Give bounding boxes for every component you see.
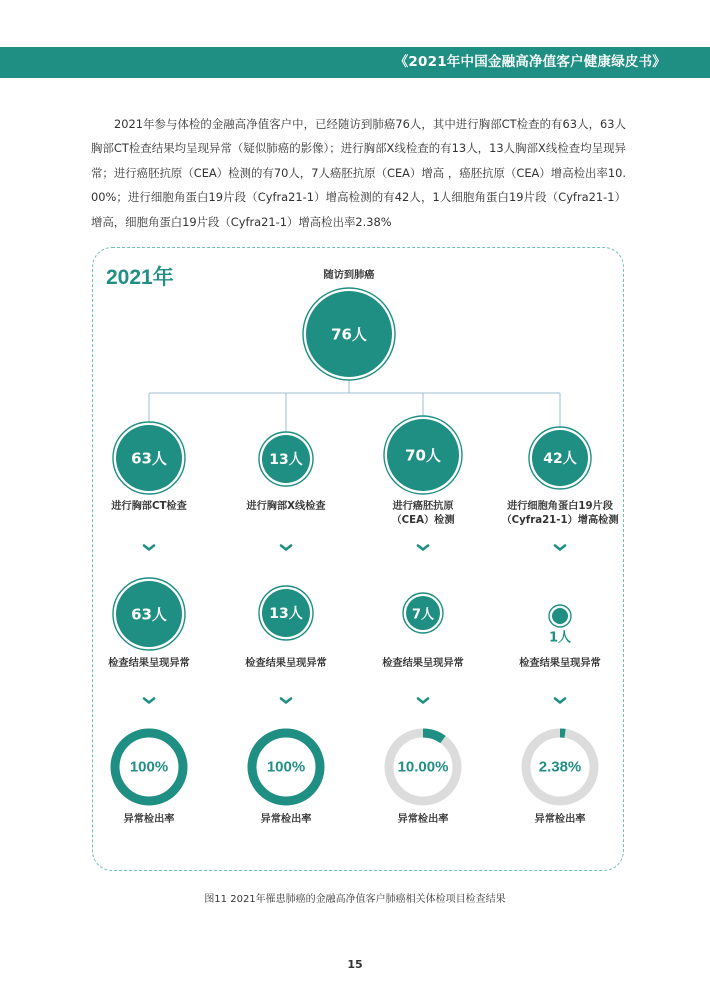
page-number: 15 (347, 958, 363, 971)
root-label: 随访到肺癌 (323, 270, 375, 281)
rate-value: 100% (129, 758, 169, 776)
rate-label: 异常检出率 (397, 814, 449, 825)
abnormal-label: 检查结果呈现异常 (519, 658, 601, 669)
tested-label-line2: （Cyfra21-1）增高检测 (501, 515, 619, 526)
document-title: 《2021年中国金融高净值客户健康绿皮书》 (394, 54, 666, 70)
abnormal-bubble (552, 608, 568, 624)
rate-label: 异常检出率 (534, 814, 586, 825)
tested-label: 进行胸部X线检查 (246, 501, 326, 512)
chevron-down-icon (279, 544, 293, 552)
chevron-down-icon (416, 544, 430, 552)
figure-year-label: 2021年 (106, 266, 174, 289)
tested-value: 70人 (405, 446, 441, 465)
abnormal-label: 检查结果呈现异常 (108, 658, 190, 669)
chevron-down-icon (142, 697, 156, 705)
abnormal-value: 63人 (131, 605, 167, 624)
ring-layer (115, 733, 594, 801)
abnormal-label: 检查结果呈现异常 (382, 658, 464, 669)
chevron-down-icon (279, 697, 293, 705)
figure-caption: 图11 2021年罹患肺癌的金融高净值客户肺癌相关体检项目检查结果 (204, 894, 506, 905)
chevron-down-icon (553, 697, 567, 705)
tested-label: 进行胸部CT检查 (111, 501, 187, 512)
tested-value: 42人 (543, 451, 577, 467)
tested-value: 63人 (131, 449, 167, 468)
root-value: 76人 (331, 325, 367, 344)
abnormal-label: 检查结果呈现异常 (245, 658, 327, 669)
intro-text: 2021年参与体检的金融高净值客户中，已经随访到肺癌76人，其中进行胸部CT检查的有63人，63人胸部CT检查结果均呈现异常（疑似肺癌的影像）；进行胸部X线检查的有13人，13人胸部X线检查均呈现异常；进行癌胚抗原（CEA）检测的有70人，7人癌胚抗原（CEA）增高 ，癌胚抗原（CEA）增高检出率10.00%；进行细胞角蛋白19片段（Cyfra21-1）增高检测的有42人，1人细胞角蛋白19片段（Cyfra21-1）增高，细胞角蛋白19片段（Cyfra21-1）增高检出率2.38% (91, 117, 626, 229)
rate-value: 2.38% (538, 758, 582, 776)
rate-value: 100% (266, 758, 306, 776)
chevron-down-icon (142, 544, 156, 552)
abnormal-value: 1人 (548, 630, 572, 646)
tested-value: 13人 (269, 452, 303, 468)
tree-connectors (149, 377, 560, 435)
rate-label: 异常检出率 (123, 814, 175, 825)
chevron-down-icon (553, 544, 567, 552)
chevron-down-icon (416, 697, 430, 705)
tested-label-line2: （CEA）检测 (391, 515, 455, 526)
rate-label: 异常检出率 (260, 814, 312, 825)
abnormal-value: 13人 (269, 606, 303, 622)
tested-label: 进行细胞角蛋白19片段 (507, 501, 613, 512)
rate-value: 10.00% (397, 758, 449, 776)
tested-label: 进行癌胚抗原 (392, 501, 454, 512)
abnormal-value: 7人 (411, 607, 435, 623)
